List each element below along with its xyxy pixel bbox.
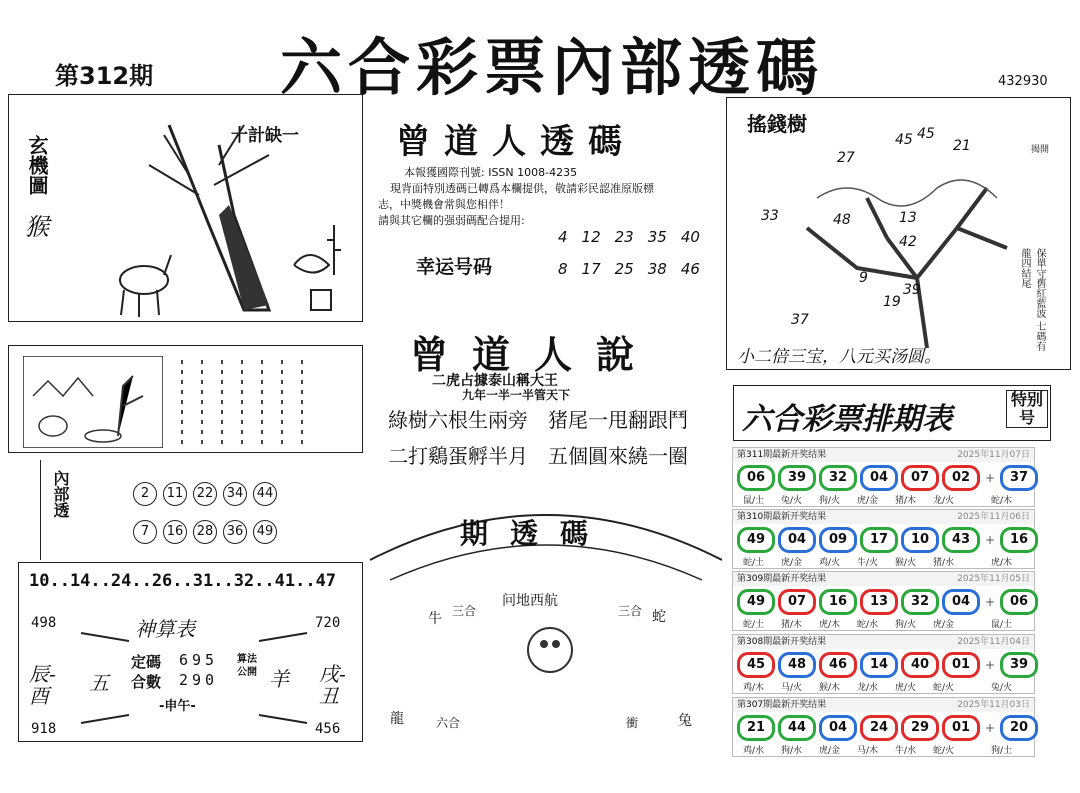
zodiac-label: 鸡/水 — [743, 746, 765, 756]
special-ball: 37 — [1000, 465, 1038, 491]
zodiac-label: 虎/木 — [819, 620, 841, 630]
number-ball: 43 — [942, 527, 980, 553]
xuanji-title: 玄機圖 — [25, 135, 49, 195]
number-ball: 04 — [942, 589, 980, 615]
number-ball: 21 — [737, 715, 775, 741]
special-ball: 06 — [1000, 589, 1038, 615]
luck-num: 17 — [581, 260, 601, 278]
draw-row — [732, 697, 1035, 757]
draw-date: 2025年11月07日 — [957, 450, 1030, 460]
issue-label: 第312期 — [55, 62, 154, 90]
touma-left-a: 牛 — [428, 611, 442, 627]
number-ball: 09 — [819, 527, 857, 553]
notice-line1: 現背面特別透碼已轉爲本欄提供，敬請彩民認准原版標 — [390, 182, 654, 195]
special-ball: 16 — [1000, 527, 1038, 553]
yaoqian-title: 搖錢樹 — [747, 112, 807, 136]
tree-num: 48 — [833, 212, 851, 228]
shuo-sub2: 九年一半一半管天下 — [462, 388, 571, 402]
touma-bottom-c: 六合 — [436, 716, 461, 730]
luck-num: 25 — [614, 260, 634, 278]
shensuan-title: 神算表 — [135, 617, 195, 641]
touma-left-b: 三合 — [452, 604, 477, 618]
luck-row-1 — [558, 228, 700, 246]
paiqi-header — [733, 385, 1051, 441]
zodiac-label: 猪/水 — [933, 558, 955, 568]
zodiac-label: 虎/金 — [857, 496, 879, 506]
draw-balls — [737, 465, 1038, 491]
zodiac-label: 兔/火 — [781, 496, 803, 506]
draw-row — [732, 571, 1035, 631]
xuanji-illustration — [69, 105, 359, 320]
shensuan-bottom: -申午- — [159, 699, 196, 714]
zodiac-label: 鸡/火 — [819, 558, 841, 568]
neibu-num: 36 — [223, 520, 247, 544]
paiqi-title: 六合彩票排期表 — [742, 402, 952, 437]
luck-num: 46 — [680, 260, 700, 278]
number-ball: 32 — [819, 465, 857, 491]
tree-num: 27 — [837, 150, 855, 166]
luck-num: 35 — [647, 228, 667, 246]
zodiac-label: 蛇/土 — [743, 620, 765, 630]
neibu-num: 34 — [223, 482, 247, 506]
neibu-row-1 — [133, 482, 277, 506]
heshu-value: 290 — [179, 671, 219, 689]
tree-num: 13 — [899, 210, 917, 226]
tree-num: 37 — [791, 312, 809, 328]
shuo-line2: 二打鷄蛋孵半月 五個圓來繞一圈 — [388, 444, 688, 468]
landscape-illustration — [23, 356, 163, 448]
plus-sign: + — [985, 533, 996, 547]
tree-num: 39 — [903, 282, 921, 298]
neibu-num: 11 — [163, 482, 187, 506]
special-zodiac-label: 鼠/土 — [991, 620, 1013, 630]
number-ball: 24 — [860, 715, 898, 741]
zodiac-label: 虎/金 — [781, 558, 803, 568]
touma-panel — [370, 490, 722, 752]
zodiac-label: 狗/水 — [781, 746, 803, 756]
luck-label: 幸运号码 — [416, 256, 493, 278]
special-ball: 39 — [1000, 652, 1038, 678]
vertical-text-columns — [174, 356, 359, 448]
zodiac-label: 牛/火 — [857, 558, 879, 568]
touma-right-a: 三合 — [618, 604, 643, 618]
draw-row — [732, 634, 1035, 694]
touma-bottom-r2: 兔 — [678, 713, 692, 729]
zodiac-label: 虎/火 — [895, 683, 917, 693]
tree-num: 21 — [953, 138, 971, 154]
draw-row — [732, 509, 1035, 569]
zodiac-label: 鸡/木 — [743, 683, 765, 693]
zodiac-label: 马/火 — [781, 683, 803, 693]
plus-sign: + — [985, 595, 996, 609]
notice-line2: 志，中獎機會常與您相伴！ — [378, 198, 510, 211]
neibu-num: 28 — [193, 520, 217, 544]
number-ball: 10 — [901, 527, 939, 553]
number-ball: 45 — [737, 652, 775, 678]
number-ball: 49 — [737, 589, 775, 615]
touma-bottom-r1: 衝 — [626, 716, 639, 730]
draw-label: 第307期最新开奖结果 — [737, 700, 827, 710]
plus-sign: + — [985, 721, 996, 735]
number-ball: 01 — [942, 652, 980, 678]
number-ball: 32 — [901, 589, 939, 615]
zodiac-label: 鼠/土 — [743, 496, 765, 506]
corner-tl: 498 — [31, 615, 57, 631]
number-ball: 44 — [778, 715, 816, 741]
number-ball: 49 — [737, 527, 775, 553]
number-ball: 16 — [819, 589, 857, 615]
draw-header — [733, 698, 1034, 712]
number-ball: 40 — [901, 652, 939, 678]
shensuan-panel — [18, 562, 363, 742]
side-label: 算法公開 — [237, 654, 257, 678]
tree-num: 45 — [917, 126, 935, 142]
neibu-num: 7 — [133, 520, 157, 544]
luck-num: 12 — [581, 228, 601, 246]
number-ball: 01 — [942, 715, 980, 741]
shuo-line1: 綠樹六根生兩旁 猪尾一甩翻跟鬥 — [388, 408, 688, 432]
touma-figure — [520, 620, 580, 680]
xuanji-panel — [8, 94, 363, 322]
zodiac-label: 蛇/火 — [933, 746, 955, 756]
luck-num: 4 — [558, 228, 568, 246]
code-number: 432930 — [998, 74, 1048, 89]
shensuan-top-numbers: 10..14..24..26..31..32..41..47 — [29, 571, 337, 591]
touma-right-b: 蛇 — [652, 609, 666, 625]
yaoqian-panel — [726, 97, 1071, 370]
touma-center: 问地西航 — [502, 593, 558, 609]
neibu-num: 16 — [163, 520, 187, 544]
tree-num: 33 — [761, 208, 779, 224]
zodiac-label: 牛/水 — [895, 746, 917, 756]
draw-header — [733, 448, 1034, 462]
number-ball: 07 — [901, 465, 939, 491]
touma-title: 期透碼 — [460, 517, 611, 550]
number-ball: 04 — [860, 465, 898, 491]
cengdao-shuo-panel — [370, 322, 720, 482]
zodiac-label: 蛇/土 — [743, 558, 765, 568]
paiqi-badge: 特别号 — [1006, 390, 1048, 428]
tree-num: 42 — [899, 234, 917, 250]
tree-num: 45 — [895, 132, 913, 148]
draw-label: 第310期最新开奖结果 — [737, 512, 827, 522]
corner-br: 456 — [315, 721, 341, 737]
luck-num: 40 — [680, 228, 700, 246]
number-ball: 29 — [901, 715, 939, 741]
neibu-num: 49 — [253, 520, 277, 544]
number-ball: 46 — [819, 652, 857, 678]
dingma-value: 695 — [179, 651, 219, 669]
zodiac-label: 猴/木 — [819, 683, 841, 693]
neibu-num: 2 — [133, 482, 157, 506]
page-title: 六合彩票內部透碼 — [280, 31, 825, 104]
number-ball: 04 — [778, 527, 816, 553]
draw-row — [732, 447, 1035, 507]
draw-label: 第309期最新开奖结果 — [737, 574, 827, 584]
draw-date: 2025年11月03日 — [957, 700, 1030, 710]
draw-label: 第308期最新开奖结果 — [737, 637, 827, 647]
neibu-num: 44 — [253, 482, 277, 506]
yizao-panel — [8, 345, 363, 453]
shensuan-arrows — [69, 623, 319, 733]
neibu-label: 內部透 — [51, 470, 70, 518]
neibu-row-2 — [133, 520, 277, 544]
plus-sign: + — [985, 658, 996, 672]
number-ball: 14 — [860, 652, 898, 678]
special-zodiac-label: 狗/土 — [991, 746, 1013, 756]
special-ball: 20 — [1000, 715, 1038, 741]
shensuan-left-text: 辰-酉 — [29, 662, 56, 708]
touma-bottom-l: 龍 — [390, 711, 404, 727]
zodiac-label: 蛇/火 — [933, 683, 955, 693]
special-zodiac-label: 蛇/木 — [991, 496, 1013, 506]
number-ball: 06 — [737, 465, 775, 491]
neibu-panel — [40, 460, 363, 560]
draw-balls — [737, 527, 1038, 553]
cengdao-tou-panel — [368, 110, 720, 315]
number-ball: 17 — [860, 527, 898, 553]
zodiac-label: 蛇/水 — [857, 620, 879, 630]
zodiac-label: 狗/火 — [819, 496, 841, 506]
yaoqian-caption: 小二倍三宝，八元买汤圆。 — [737, 347, 941, 367]
cengdao-shuo-title: 曾道人說 — [410, 332, 659, 377]
shensuan-right-mark: 羊 — [269, 667, 289, 691]
zodiac-label: 猴/火 — [895, 558, 917, 568]
issn-line: 本報獲國際刊號: ISSN 1008-4235 — [404, 166, 578, 179]
draw-balls — [737, 589, 1038, 615]
cengdao-tou-title: 曾道人透碼 — [396, 122, 636, 162]
luck-row-2 — [558, 260, 700, 278]
draw-label: 第311期最新开奖结果 — [737, 450, 827, 460]
draw-balls — [737, 652, 1038, 678]
draw-header — [733, 572, 1034, 586]
shensuan-right-text: 戌-丑 — [319, 662, 346, 708]
tree-num: 9 — [859, 270, 868, 286]
special-zodiac-label: 兔/火 — [991, 683, 1013, 693]
yaoqian-side-note: 保單守舊紅藍波 七碼有龍四結尾 — [1019, 248, 1045, 352]
special-zodiac-label: 虎/木 — [991, 558, 1013, 568]
neibu-num: 22 — [193, 482, 217, 506]
corner-bl: 918 — [31, 721, 57, 737]
draw-date: 2025年11月06日 — [957, 512, 1030, 522]
luck-num: 8 — [558, 260, 568, 278]
zodiac-label: 虎/金 — [933, 620, 955, 630]
luck-num: 38 — [647, 260, 667, 278]
number-ball: 04 — [819, 715, 857, 741]
shensuan-left-mark: 五 — [89, 671, 109, 695]
zodiac-label: 龙/火 — [933, 496, 955, 506]
corner-tr: 720 — [315, 615, 341, 631]
tree-num: 19 — [883, 294, 901, 310]
number-ball: 39 — [778, 465, 816, 491]
number-ball: 48 — [778, 652, 816, 678]
draw-balls — [737, 715, 1038, 741]
number-ball: 02 — [942, 465, 980, 491]
shuo-sub1: 二虎占據泰山稱大王 — [432, 373, 558, 389]
xuanji-slogan: 十計缺一 — [231, 126, 299, 146]
yaoqian-stamp: 揭開 — [1031, 145, 1050, 155]
dingma-label: 定碼 — [131, 653, 162, 671]
zodiac-label: 猪/木 — [781, 620, 803, 630]
zodiac-label: 龙/水 — [857, 683, 879, 693]
draw-header — [733, 510, 1034, 524]
plus-sign: + — [985, 471, 996, 485]
zodiac-label: 狗/火 — [895, 620, 917, 630]
draw-header — [733, 635, 1034, 649]
zodiac-label: 马/木 — [857, 746, 879, 756]
zodiac-label: 猪/木 — [895, 496, 917, 506]
number-ball: 07 — [778, 589, 816, 615]
draw-date: 2025年11月04日 — [957, 637, 1030, 647]
luck-num: 23 — [614, 228, 634, 246]
draw-date: 2025年11月05日 — [957, 574, 1030, 584]
heshu-label: 合數 — [131, 673, 162, 691]
notice-line3: 請與其它欄的强弱碼配合提用: — [378, 214, 525, 227]
zodiac-label: 虎/金 — [819, 746, 841, 756]
number-ball: 13 — [860, 589, 898, 615]
xuanji-animal: 猴 — [25, 213, 49, 241]
